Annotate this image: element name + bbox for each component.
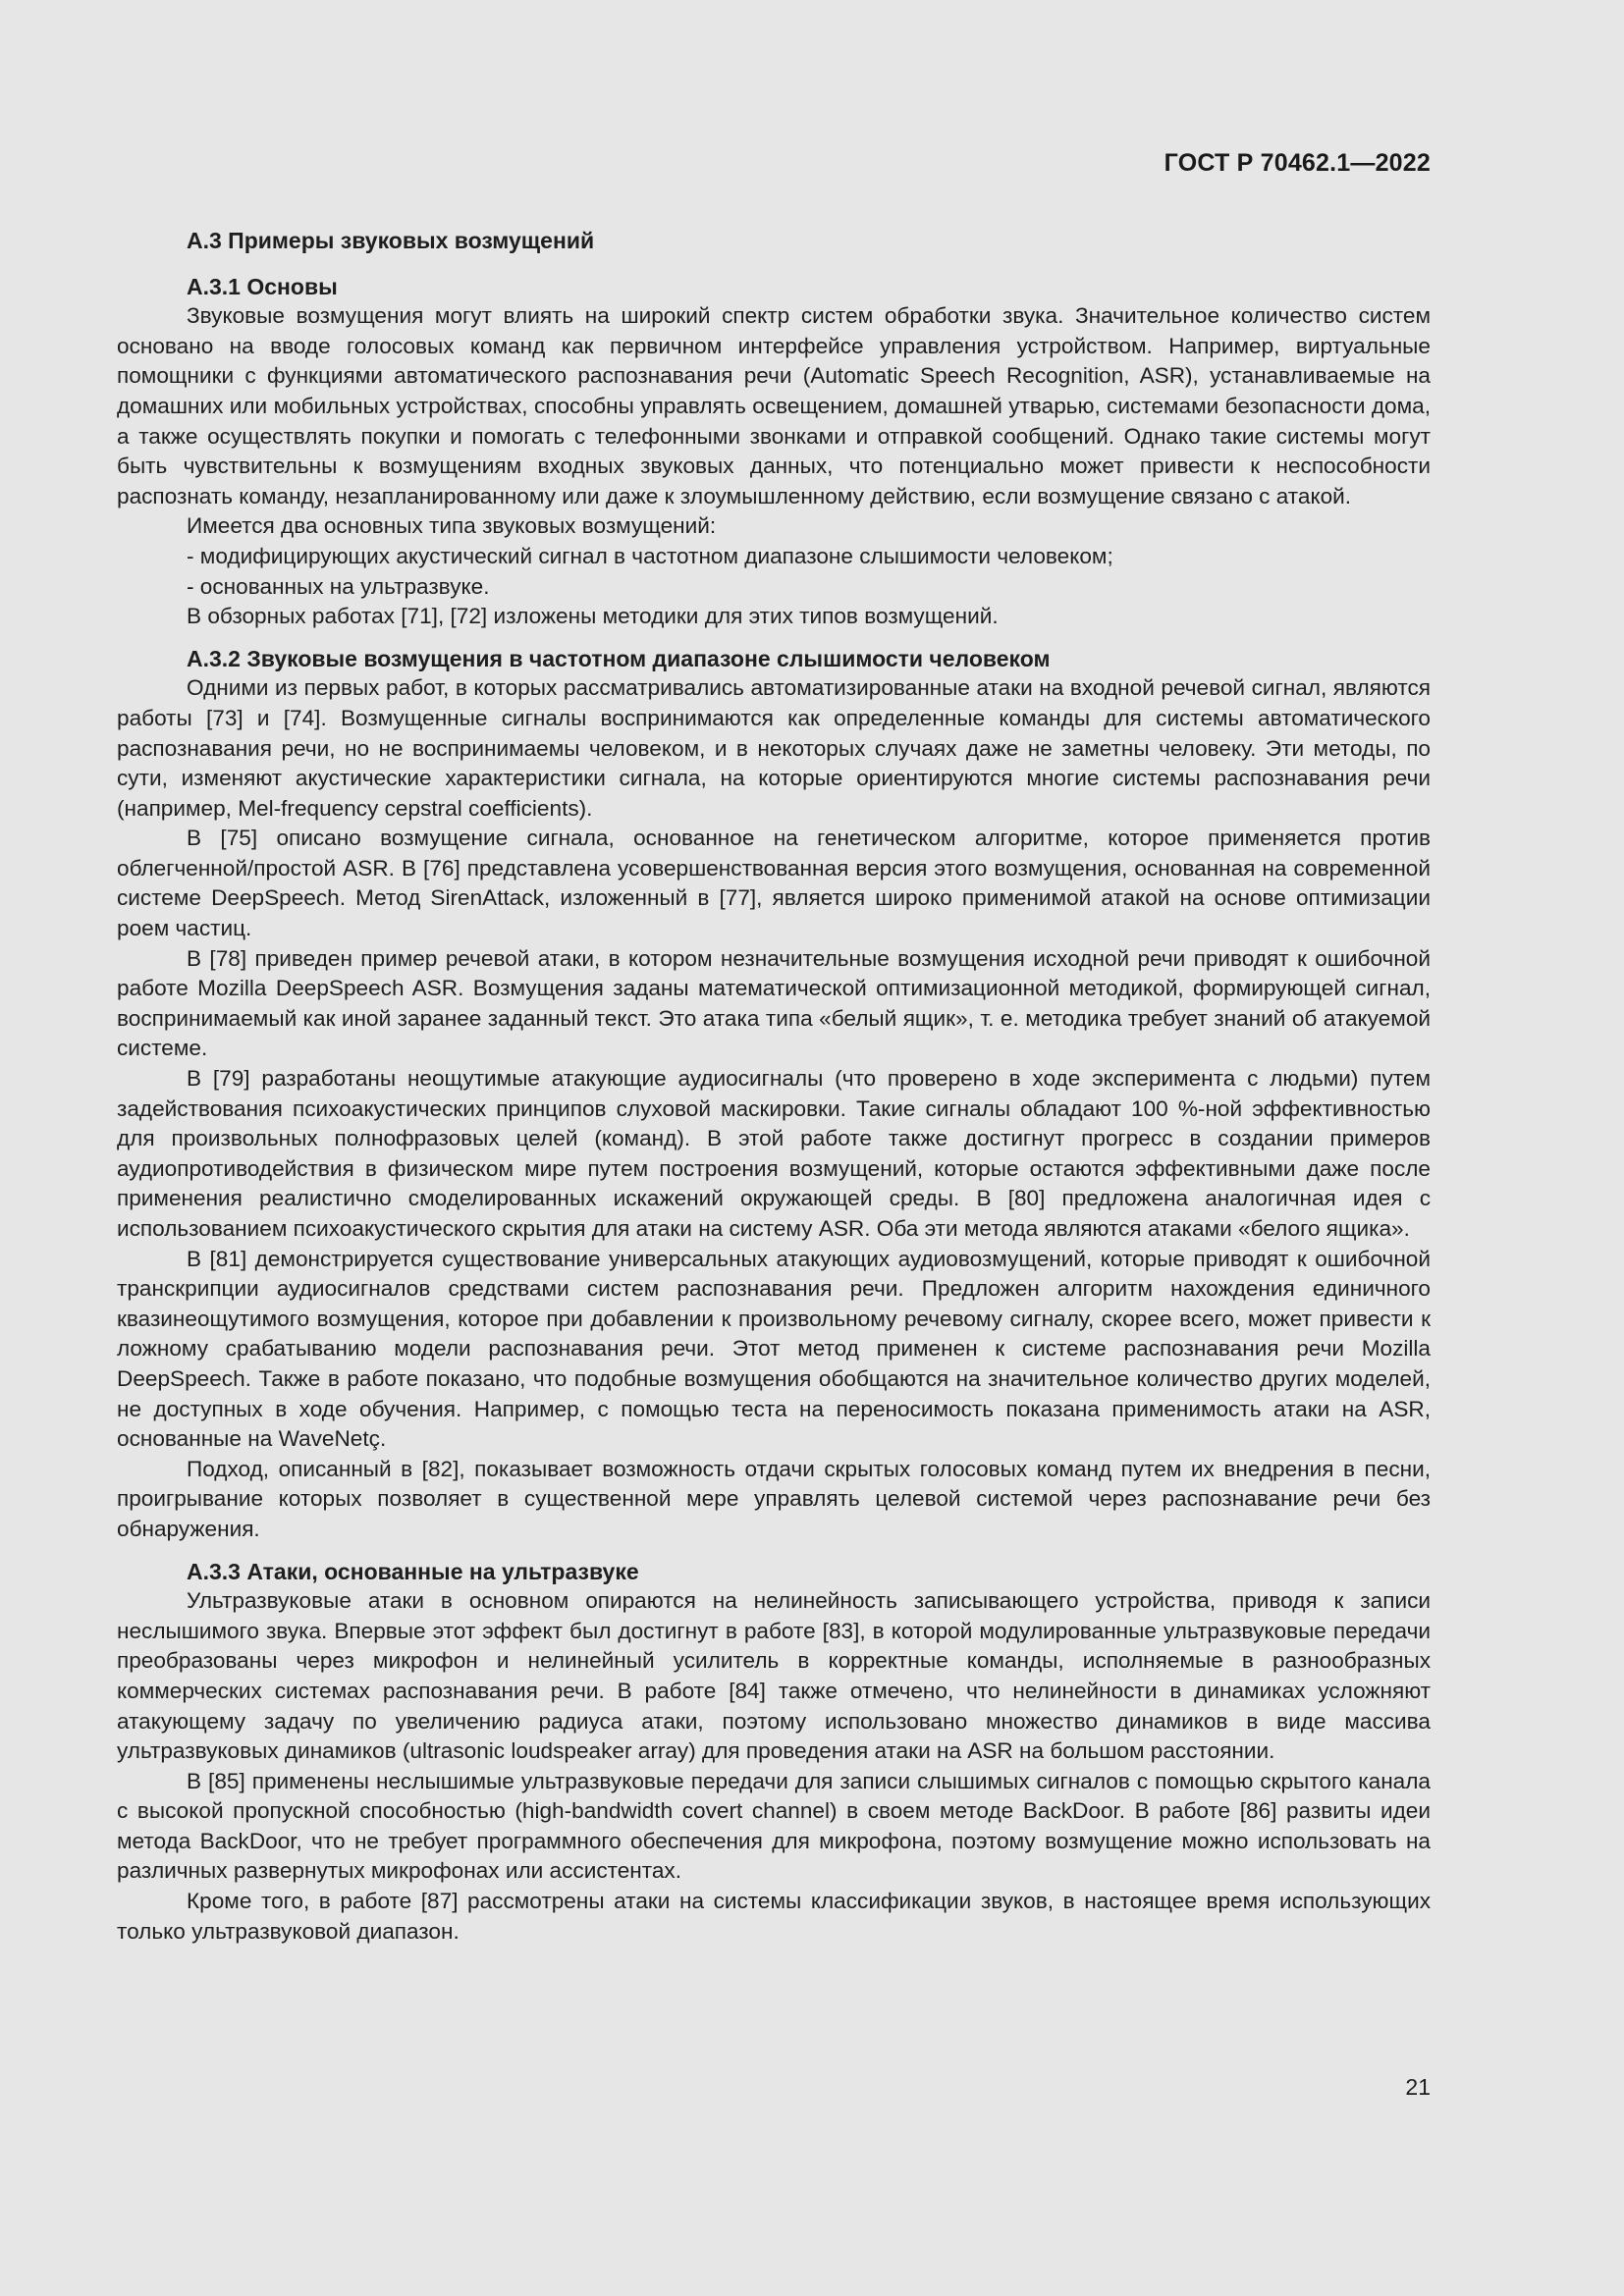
page-number: 21 (1405, 2074, 1431, 2100)
paragraph: В [75] описано возмущение сигнала, основанное на генетическом алгоритме, которое применяется против облегченной/простой ASR. В [76] представлена усовершенствованная версия этого возмущения, основанная на современной системе DeepSpeech. Метод SirenAttack, изложенный в [77], является широко применимой атакой на основе оптимизации роем частиц. (117, 826, 1431, 941)
paragraph: Кроме того, в работе [87] рассмотрены атаки на системы классификации звуков, в настоящее время использующих только ультразвуковой диапазон. (117, 1889, 1431, 1944)
subsection-title-a32: А.3.2 Звуковые возмущения в частотном диапазоне слышимости человеком (187, 645, 1051, 671)
subsection-title-a31: А.3.1 Основы (187, 273, 338, 299)
paragraph: Одними из первых работ, в которых рассматривались автоматизированные атаки на входной речевой сигнал, являются работы [73] и [74]. Возмущенные сигналы воспринимаются как определенные команды для системы автоматического распознавания речи, но не воспринимаемы человеком, и в некоторых случаях даже не заметны человеку. Эти методы, по сути, изменяют акустические характеристики сигнала, на которые ориентируются многие системы распознавания речи (например, Mel-frequency cepstral coefficients). (117, 675, 1431, 821)
paragraph: Звуковые возмущения могут влиять на широкий спектр систем обработки звука. Значительное количество систем основано на вводе голосовых команд как первичном интерфейсе управления устройством. Например, виртуальные помощники с функциями автоматического распознавания речи (Automatic Speech Recognition, ASR), устанавливаемые на домашних или мобильных устройствах, способны управлять освещением, домашней утварью, системами безопасности дома, а также осуществлять покупки и помогать с телефонными звонками и отправкой сообщений. Однако такие системы могут быть чувствительны к возмущениям входных звуковых данных, что потенциально может привести к неспособности распознать команду, незапланированному или даже к злоумышленному действию, если возмущение связано с атакой. (117, 303, 1431, 508)
paragraph: Имеется два основных типа звуковых возмущений: (187, 513, 717, 539)
paragraph: В обзорных работах [71], [72] изложены методики для этих типов возмущений. (187, 604, 999, 629)
list-item: - модифицирующих акустический сигнал в частотном диапазоне слышимости человеком; (187, 543, 1113, 568)
paragraph: В [81] демонстрируется существование универсальных атакующих аудиовозмущений, которые приводят к ошибочной транскрипции аудиосигналов средствами систем распознавания речи. Предложен алгоритм нахождения единичного квазинеощутимого возмущения, которое при добавлении к произвольному речевому сигналу, скорее всего, может привести к ложному срабатыванию модели распознавания речи. Этот метод применен к системе распознавания речи Mozilla DeepSpeech. Также в работе показано, что подобные возмущения обобщаются на значительное количество других моделей, не доступных в ходе обучения. Например, с помощью теста на переносимость показана применимость атаки на ASR, основанные на WaveNetç. (117, 1246, 1431, 1452)
paragraph: В [79] разработаны неощутимые атакующие аудиосигналы (что проверено в ходе эксперимента с людьми) путем задействования психоакустических принципов слуховой маскировки. Такие сигналы обладают 100 %-ной эффективностью для произвольных полнофразовых целей (команд). В этой работе также достигнут прогресс в создании примеров аудиопротиводействия в физическом мире путем построения возмущений, которые остаются эффективными даже после применения реалистично смоделированных искажений окружающей среды. В [80] предложена аналогичная идея с использованием психоакустического скрытия для атаки на систему ASR. Оба эти метода являются атаками «белого ящика». (117, 1066, 1431, 1241)
subsection-title-a33: А.3.3 Атаки, основанные на ультразвуке (187, 1558, 639, 1584)
paragraph: В [78] приведен пример речевой атаки, в котором незначительные возмущения исходной речи приводят к ошибочной работе Mozilla DeepSpeech ASR. Возмущения заданы математической оптимизационной методикой, формирующей сигнал, воспринимаемый как иной заранее заданный текст. Это атака типа «белый ящик», т. е. методика требует знаний об атакуемой системе. (117, 945, 1431, 1061)
page-content (117, 226, 1431, 1947)
section-title: А.3 Примеры звуковых возмущений (187, 228, 595, 253)
paragraph: Ультразвуковые атаки в основном опираются на нелинейность записывающего устройства, приводя к записи неслышимого звука. Впервые этот эффект был достигнут в работе [83], в которой модулированные ультразвуковые передачи преобразованы через микрофон и нелинейный усилитель в корректные команды, исполняемые в разнообразных коммерческих системах распознавания речи. В работе [84] также отмечено, что нелинейности в динамиках усложняют атакующему задачу по увеличению радиуса атаки, поэтому использовано множество динамиков в виде массива ультразвуковых динамиков (ultrasonic loudspeaker array) для проведения атаки на ASR на большом расстоянии. (117, 1588, 1431, 1764)
list-item: - основанных на ультразвуке. (187, 573, 490, 599)
document-code-header: ГОСТ Р 70462.1—2022 (1164, 149, 1431, 177)
paragraph: В [85] применены неслышимые ультразвуковые передачи для записи слышимых сигналов с помощью скрытого канала с высокой пропускной способностью (high-bandwidth covert channel) в своем методе BackDoor. В работе [86] развиты идеи метода BackDoor, что не требует программного обеспечения для микрофона, поэтому возмущение можно использовать на различных развернутых микрофонах или ассистентах. (117, 1768, 1431, 1884)
paragraph: Подход, описанный в [82], показывает возможность отдачи скрытых голосовых команд путем их внедрения в песни, проигрывание которых позволяет в существенной мере управлять целевой системой через распознавание речи без обнаружения. (117, 1456, 1431, 1541)
